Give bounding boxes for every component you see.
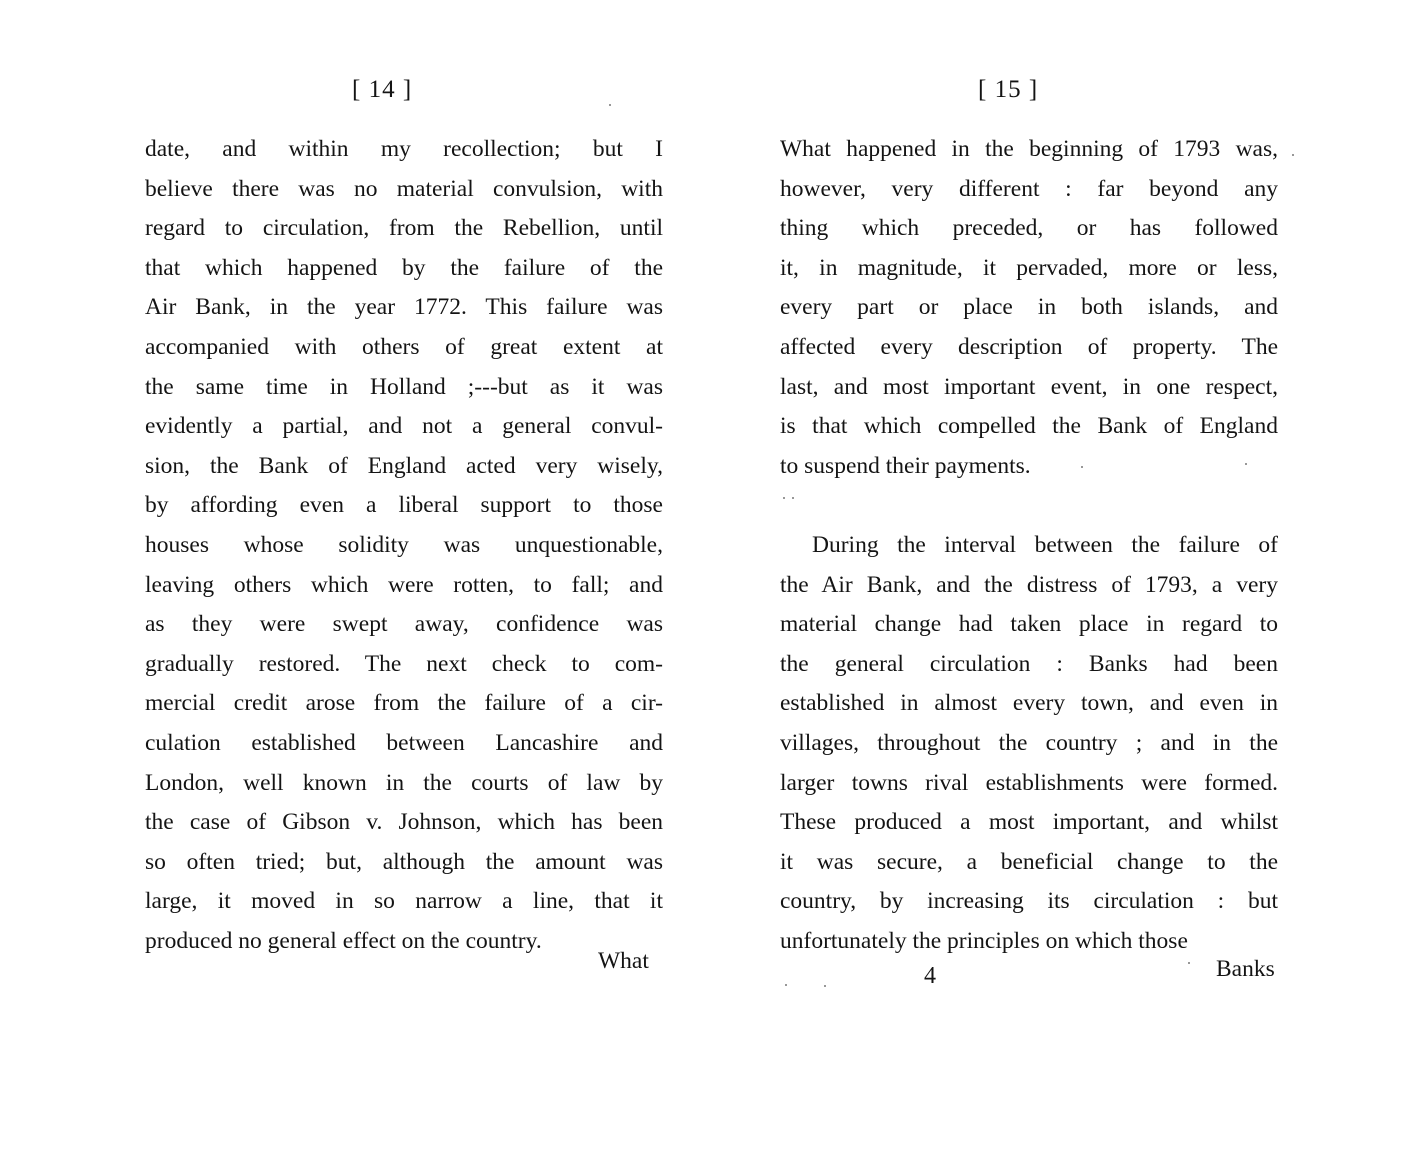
text-line: What happened in the beginning of 1793 was, xyxy=(780,136,1278,162)
scan-speck xyxy=(785,984,787,986)
text-line: villages, throughout the country ; and in the xyxy=(780,729,1278,756)
text-line: produced no general effect on the country. xyxy=(145,927,542,954)
text-line: gradually restored. The next check to com- xyxy=(145,650,663,677)
text-line: country, by increasing its circulation : but xyxy=(780,888,1278,915)
text-line: that which happened by the failure of the xyxy=(145,254,663,281)
paragraph-gap xyxy=(780,486,1278,526)
left-page-text xyxy=(145,130,663,961)
text-line: to suspend their payments. xyxy=(780,452,1031,479)
text-line: large, it moved in so narrow a line, that it xyxy=(145,888,663,915)
scan-speck xyxy=(783,497,785,499)
text-line: date, and within my recollection; but I xyxy=(145,136,663,162)
text-line: the same time in Holland ;---but as it was xyxy=(145,373,663,400)
text-line: the case of Gibson v. Johnson, which has been xyxy=(145,809,663,836)
text-line: material change had taken place in regard to xyxy=(780,611,1278,638)
text-line: is that which compelled the Bank of England xyxy=(780,413,1278,440)
text-line: houses whose solidity was unquestionable, xyxy=(145,531,663,558)
right-page-header: [ 15 ] xyxy=(978,76,1039,103)
text-line: culation established between Lancashire and xyxy=(145,729,663,756)
text-line: the general circulation : Banks had been xyxy=(780,650,1278,677)
text-line: These produced a most important, and whilst xyxy=(780,809,1278,836)
text-line: so often tried; but, although the amount was xyxy=(145,848,663,875)
scan-speck xyxy=(1292,154,1294,156)
text-line: unfortunately the principles on which those xyxy=(780,927,1188,954)
text-line: established in almost every town, and even in xyxy=(780,690,1278,717)
left-catchword: What xyxy=(598,948,649,974)
text-line: the Air Bank, and the distress of 1793, a very xyxy=(780,571,1278,598)
signature-mark: 4 xyxy=(924,963,936,989)
text-line: leaving others which were rotten, to fall; and xyxy=(145,571,663,598)
text-line: London, well known in the courts of law by xyxy=(145,769,663,796)
text-line: sion, the Bank of England acted very wisely, xyxy=(145,452,663,479)
right-catchword: Banks xyxy=(1216,956,1275,982)
text-line: by affording even a liberal support to those xyxy=(145,492,663,519)
text-line: every part or place in both islands, and xyxy=(780,294,1278,321)
text-line: accompanied with others of great extent at xyxy=(145,333,663,360)
scan-speck xyxy=(792,497,794,499)
text-line: regard to circulation, from the Rebellion, until xyxy=(145,215,663,242)
text-line: as they were swept away, confidence was xyxy=(145,611,663,638)
text-line: believe there was no material convulsion, with xyxy=(145,175,663,202)
text-line: thing which preceded, or has followed xyxy=(780,215,1278,242)
text-line: evidently a partial, and not a general convul- xyxy=(145,413,663,440)
right-page-text xyxy=(780,130,1278,961)
text-line: however, very different : far beyond any xyxy=(780,175,1278,202)
text-line: last, and most important event, in one respect, xyxy=(780,373,1278,400)
text-line: Air Bank, in the year 1772. This failure was xyxy=(145,294,663,321)
text-line: mercial credit arose from the failure of a cir- xyxy=(145,690,663,717)
scan-speck xyxy=(824,985,826,987)
scan-speck xyxy=(1245,463,1247,465)
left-page-header: [ 14 ] xyxy=(352,76,413,103)
text-line: larger towns rival establishments were formed. xyxy=(780,769,1278,796)
text-line: During the interval between the failure of xyxy=(812,531,1278,558)
text-line: it, in magnitude, it pervaded, more or less, xyxy=(780,254,1278,281)
scan-speck xyxy=(1188,962,1190,964)
text-line: affected every description of property. The xyxy=(780,333,1278,360)
text-line: it was secure, a beneficial change to the xyxy=(780,848,1278,875)
scan-speck xyxy=(1081,466,1083,468)
scan-speck xyxy=(609,104,611,106)
